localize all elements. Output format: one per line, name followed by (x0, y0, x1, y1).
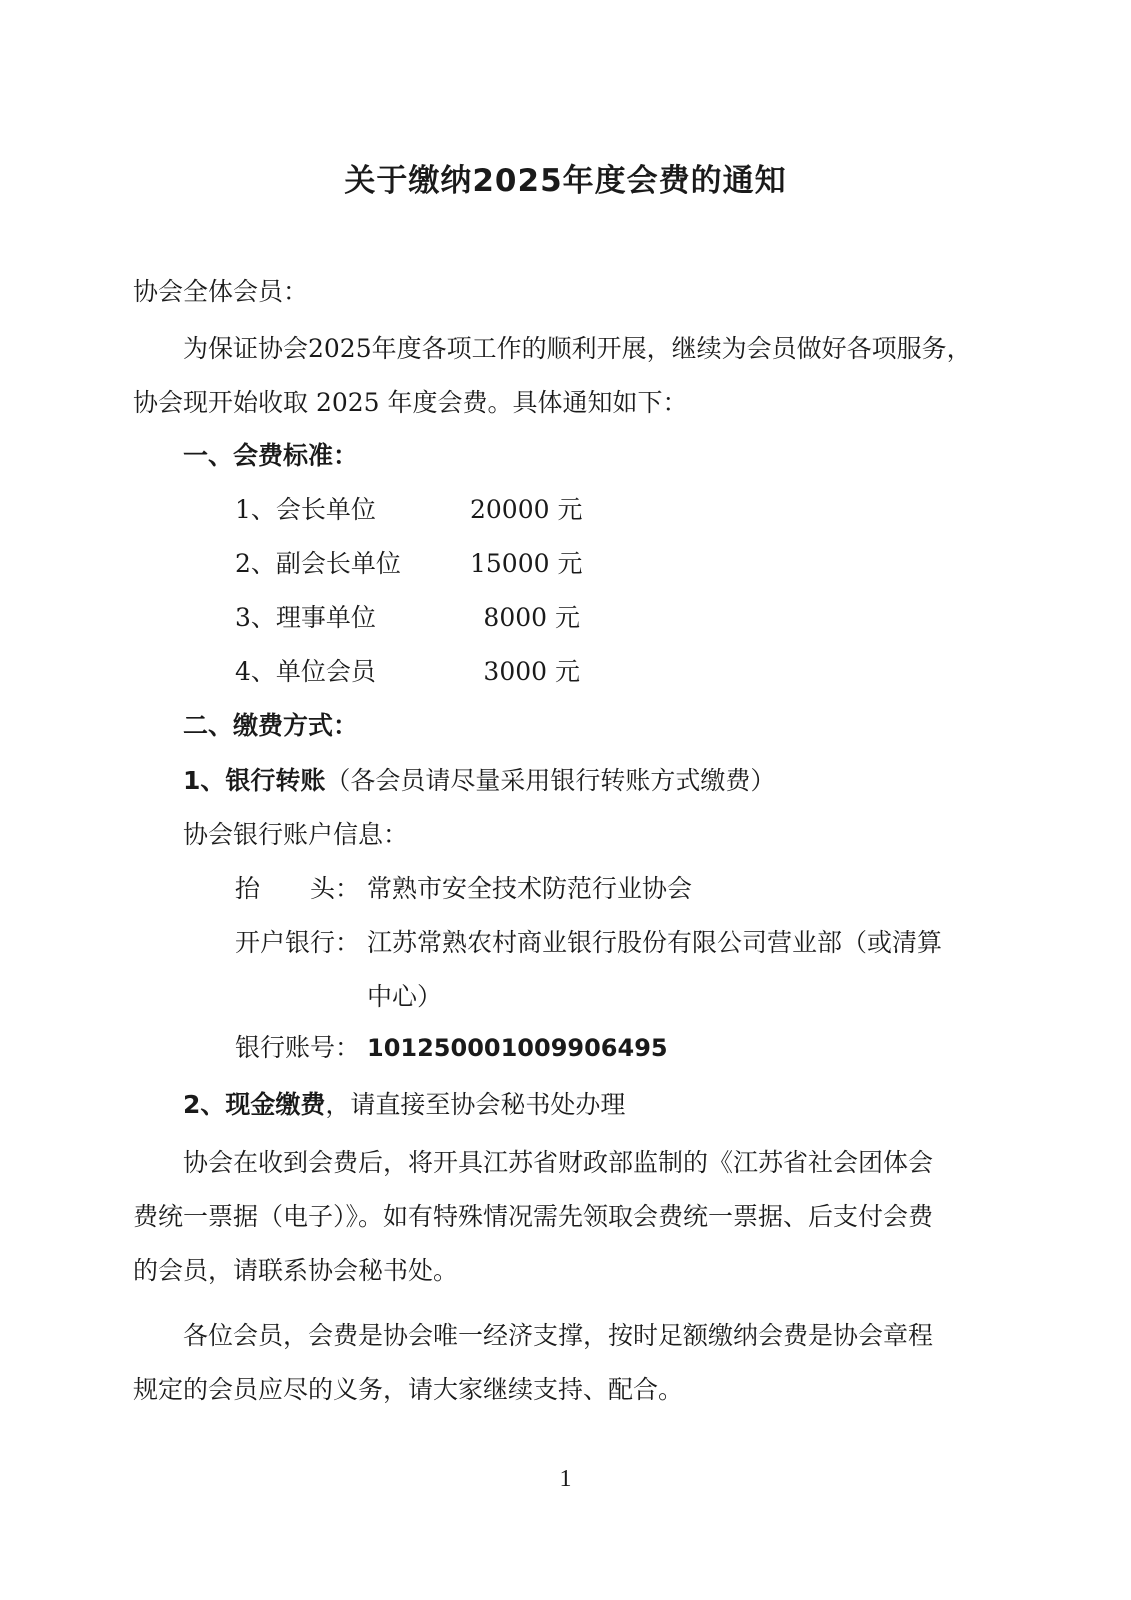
payee-label: 抬 头： (235, 874, 361, 903)
bank-label: 开户银行： (235, 928, 361, 957)
document-title: 关于缴纳2025年度会费的通知 (344, 163, 787, 199)
receipt-line-1: 协会在收到会费后，将开具江苏省财政部监制的《江苏省社会团体会 (183, 1148, 934, 1177)
bank-value-line-1: 江苏常熟农村商业银行股份有限公司营业部（或清算 (367, 928, 943, 957)
intro-line-1: 为保证协会2025年度各项工作的顺利开展，继续为会员做好各项服务， (183, 334, 972, 363)
account-info-label: 协会银行账户信息： (183, 820, 409, 849)
receipt-line-3: 的会员，请联系协会秘书处。 (133, 1256, 459, 1285)
fee-item-label: 4、单位会员 (235, 657, 376, 686)
intro-line-2: 协会现开始收取 2025 年度会费。具体通知如下： (133, 388, 688, 417)
section2-heading: 二、缴费方式： (183, 711, 359, 740)
page-number: 1 (559, 1466, 572, 1492)
closing-line-1: 各位会员，会费是协会唯一经济支撑，按时足额缴纳会费是协会章程 (183, 1321, 934, 1350)
fee-item-label: 3、理事单位 (235, 603, 376, 632)
fee-item-label: 2、副会长单位 (235, 549, 401, 578)
bank-value-line-2: 中心） (367, 982, 443, 1011)
payee-value: 常熟市安全技术防范行业协会 (367, 874, 693, 903)
account-number: 101250001009906495 (367, 1034, 668, 1062)
bank-transfer-title: 1、银行转账 (183, 766, 326, 795)
closing-line-2: 规定的会员应尽的义务，请大家继续支持、配合。 (133, 1375, 684, 1404)
cash-title: 2、现金缴费 (183, 1090, 326, 1119)
fee-item-amount: 15000 元 (470, 549, 583, 578)
fee-item-label: 1、会长单位 (235, 495, 376, 524)
salutation: 协会全体会员： (133, 277, 309, 306)
cash-line (183, 1089, 625, 1121)
receipt-line-2: 费统一票据（电子）》。如有特殊情况需先领取会费统一票据、后支付会费 (133, 1202, 934, 1231)
fee-item-amount: 20000 元 (470, 495, 583, 524)
fee-item-amount: 8000 元 (483, 603, 580, 632)
fee-item-amount: 3000 元 (483, 657, 580, 686)
bank-transfer-note: （各会员请尽量采用银行转账方式缴费） (325, 766, 776, 795)
bank-transfer-line (183, 765, 775, 797)
cash-note: ，请直接至协会秘书处办理 (325, 1090, 626, 1119)
section1-heading: 一、会费标准： (183, 441, 359, 470)
account-label: 银行账号： (235, 1033, 361, 1062)
